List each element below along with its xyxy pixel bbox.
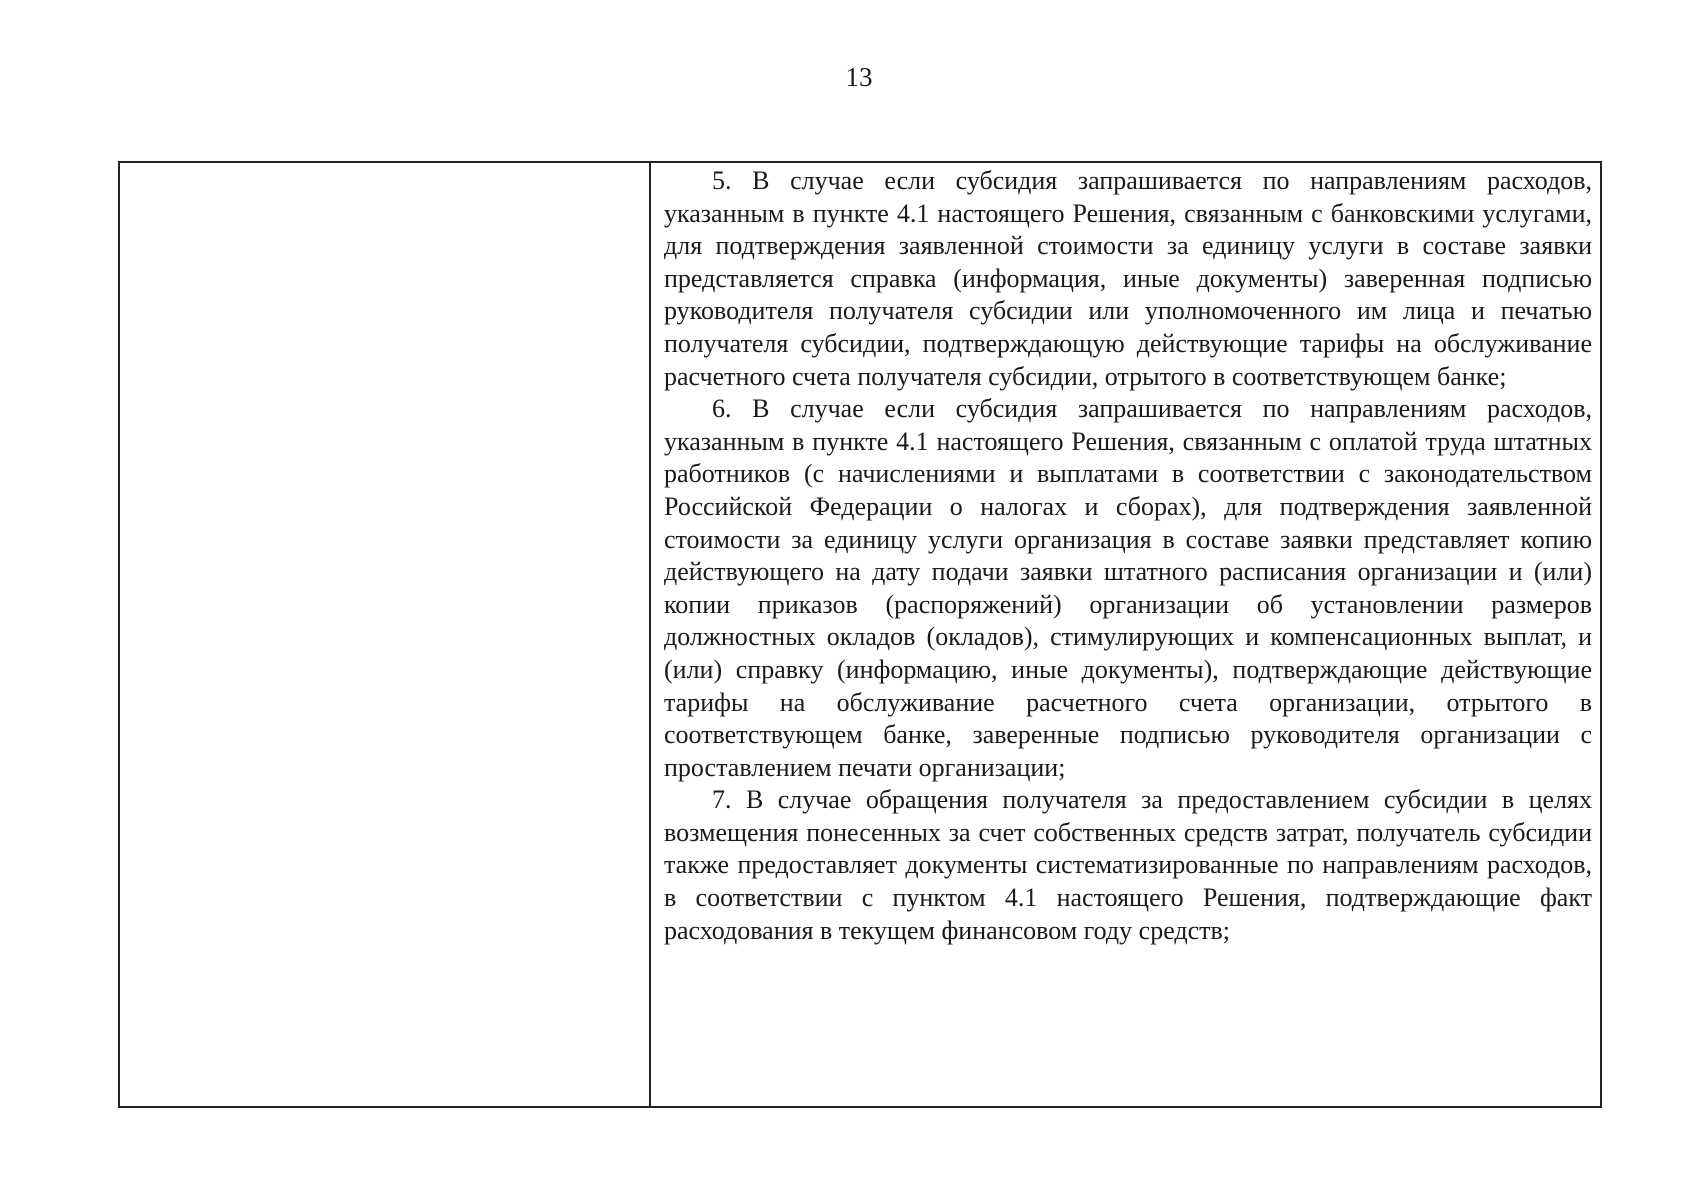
page-number: 13 bbox=[845, 62, 873, 92]
paragraph-7: 7. В случае обращения получателя за предоставлением субсидии в целях возмещения понесенных за счет собственных средств затрат, получатель субсидии также предоставляет документы систематизированные по направлениям расходов, в соответствии с пунктом 4.1 настоящего Решения, подтверждающие факт расходования в текущем финансовом году средств; bbox=[664, 785, 1592, 945]
table-right-cell bbox=[651, 163, 1600, 1106]
paragraph-5: 5. В случае если субсидия запрашивается по направлениям расходов, указанным в пункте 4.1 настоящего Решения, связанным с банковскими услугами, для подтверждения заявленной стоимости за единицу услуги в составе заявки представляется справка (информация, иные документы) заверенная подписью руководителя получателя субсидии или уполномоченного им лица и печатью получателя субсидии, подтверждающую действующие тарифы на обслуживание расчетного счета получателя субсидии, отрытого в соответствующем банке; bbox=[664, 166, 1592, 391]
table-left-cell bbox=[120, 163, 651, 1106]
document-table bbox=[118, 161, 1602, 1108]
paragraph-6: 6. В случае если субсидия запрашивается по направлениям расходов, указанным в пункте 4.1 настоящего Решения, связанным с оплатой труда штатных работников (с начислениями и выплатами в соответствии с законодательством Российской Федерации о налогах и сборах), для подтверждения заявленной стоимости за единицу услуги организация в составе заявки представляет копию действующего на дату подачи заявки штатного расписания организации и (или) копии приказов (распоряжений) организации об установлении размеров должностных окладов (окладов), стимулирующих и компенсационных выплат, и (или) справку (информацию, иные документы), подтверждающие действующие тарифы на обслуживание расчетного счета организации, отрытого в соответствующем банке, заверенные подписью руководителя организации с проставлением печати организации; bbox=[664, 394, 1592, 782]
